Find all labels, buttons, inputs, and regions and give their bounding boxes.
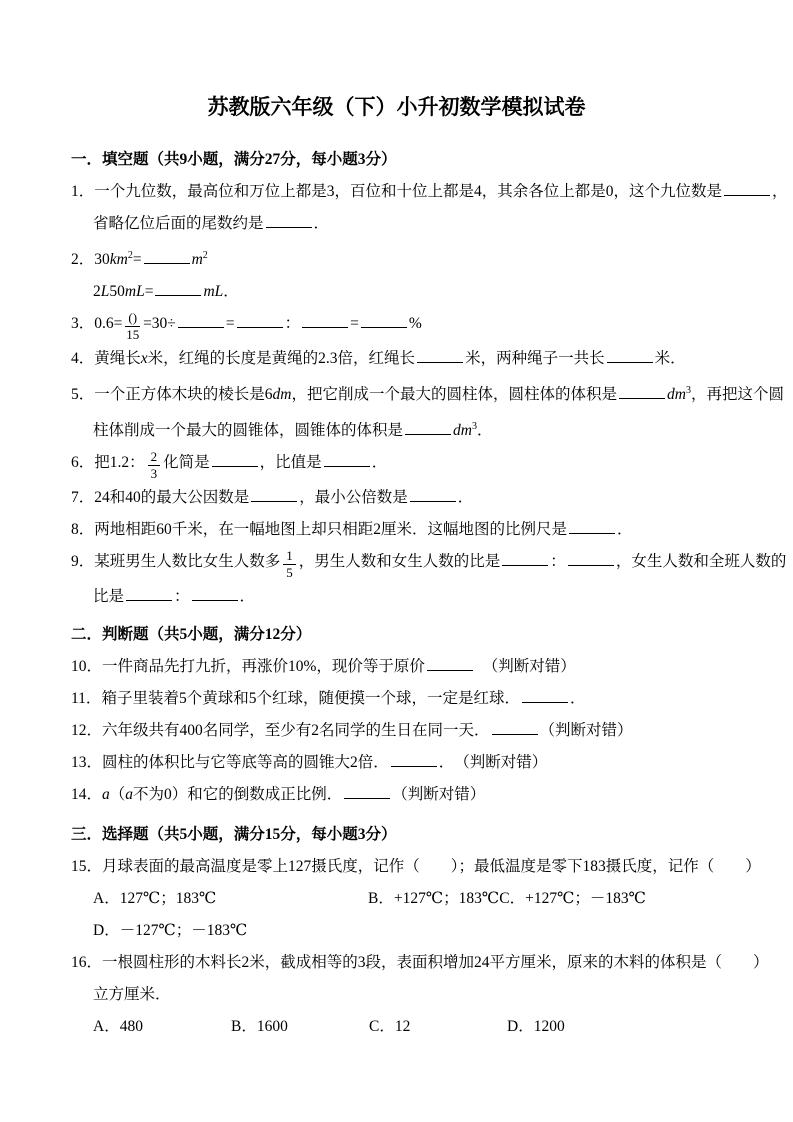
question-text: ：	[284, 315, 301, 333]
question-1-line-2	[71, 208, 793, 240]
question-text: ．	[476, 422, 493, 440]
question-text: ，	[772, 183, 788, 200]
question-text: =	[350, 315, 359, 333]
question-text: 50	[109, 283, 125, 301]
question-11-line-1	[71, 683, 793, 715]
question-text: ． （判断对错）	[438, 754, 548, 772]
question-text: ．	[457, 489, 474, 507]
question-12-line-1	[71, 715, 793, 747]
option-D: D．－127℃；－183℃	[93, 922, 248, 940]
question-10	[71, 651, 793, 683]
question-text: ．	[617, 521, 633, 539]
question-text: 箱子里装着5个黄球和5个红球，随便摸一个球，一定是红球．	[101, 690, 520, 708]
question-1	[71, 176, 793, 240]
answer-blank	[324, 451, 370, 467]
question-text: =	[144, 283, 154, 301]
math-variable: mL	[203, 283, 224, 301]
answer-blank	[344, 783, 390, 799]
question-text: 化简是	[163, 454, 210, 472]
question-2-line-2	[71, 276, 793, 308]
question-text: ．	[313, 215, 330, 232]
question-3-line-1	[71, 308, 793, 343]
section-heading-multiple-choice: 三．选择题（共5小题，满分15分，每小题3分）	[71, 826, 397, 844]
section-heading-fill-in-blanks: 一．填空题（共9小题，满分27分，每小题3分）	[71, 151, 397, 168]
question-text: （	[109, 786, 126, 804]
math-variable: dm	[272, 386, 292, 404]
question-number: 3．	[71, 315, 95, 333]
question-text: ，最小公倍数是	[299, 489, 408, 507]
question-9-line-2	[71, 581, 793, 613]
option-C: C．+127℃；－183℃	[499, 890, 647, 908]
question-text: 两地相距60千米，在一幅地图上却只相距2厘米．这幅地图的比例尺是	[94, 521, 568, 539]
question-7-line-1	[71, 482, 793, 514]
question-number: 2．	[71, 251, 95, 269]
math-variable: dm	[667, 386, 686, 404]
question-2	[71, 240, 793, 308]
question-text: 柱体削成一个最大的圆锥体，圆锥体的体积是	[93, 422, 404, 440]
question-4	[71, 343, 793, 375]
fraction	[283, 548, 296, 581]
answer-blank	[251, 486, 297, 502]
answer-blank	[502, 550, 548, 566]
question-number: 7．	[71, 489, 95, 507]
question-5-line-1	[71, 375, 793, 411]
answer-blank	[391, 751, 437, 767]
question-text: ．	[569, 690, 586, 708]
question-9-line-1	[71, 546, 793, 581]
answer-blank	[607, 347, 653, 363]
question-number: 4．	[71, 350, 95, 368]
question-text: 30	[94, 251, 110, 269]
question-text: 不为0）和它的倒数成正比例．	[133, 786, 343, 804]
option-B: B．1600	[231, 1018, 288, 1036]
math-variable: dm	[453, 422, 472, 440]
question-text: ．	[371, 454, 388, 472]
fraction-denominator: 15	[126, 327, 140, 343]
question-text: 米，红绳的长度是黄绳的2.3倍，红绳长	[147, 350, 416, 368]
fraction-numerator: ()	[125, 310, 140, 327]
option-B: B．+127℃；183℃	[368, 890, 500, 908]
question-text: 比是	[93, 588, 125, 606]
math-variable: mL	[124, 283, 145, 301]
question-text: 某班男生人数比女生人数多	[94, 553, 281, 571]
question-text: 黄绳长	[94, 350, 141, 368]
section-heading-true-false: 二．判断题（共5小题，满分12分）	[71, 626, 312, 644]
answer-blank	[492, 719, 538, 735]
question-15-options	[71, 883, 793, 947]
question-10-line-1	[71, 651, 793, 683]
fraction-denominator: 5	[286, 565, 293, 581]
question-text: （判断对错）	[539, 722, 633, 740]
question-12	[71, 715, 793, 747]
question-text: 米．	[654, 350, 686, 368]
question-text: %	[408, 315, 422, 333]
superscript: 3	[685, 385, 691, 397]
question-text: 一件商品先打九折，再涨价10%，现价等于原价	[102, 658, 425, 676]
question-text: 圆柱的体积比与它等底等高的圆锥大2倍．	[102, 754, 389, 772]
question-9	[71, 546, 793, 613]
question-text: 一根圆柱形的木料长2米，截成相等的3段，表面积增加24平方厘米，原来的木料的体积是（ ）	[102, 954, 769, 972]
question-text: 月球表面的最高温度是零上127摄氏度，记作（ ）；最低温度是零下183摄氏度，记作（ ）	[102, 858, 761, 876]
superscript: 2	[202, 250, 208, 261]
fraction-numerator: 1	[283, 548, 296, 565]
question-text: =30÷	[143, 315, 176, 333]
question-text: ：	[174, 588, 190, 606]
exam-body	[0, 143, 793, 1043]
question-text: ，男生人数和女生人数的比是	[298, 553, 501, 571]
math-variable: a	[125, 786, 134, 804]
question-number: 6．	[71, 454, 95, 472]
question-text: ．	[239, 588, 256, 606]
question-text: 一个九位数，最高位和万位上都是3，百位和十位上都是4，其余各位上都是0，这个九位数是	[94, 183, 723, 200]
question-4-line-1	[71, 343, 793, 375]
question-number: 5．	[71, 386, 95, 404]
question-text: 一个正方体木块的棱长是6	[94, 386, 273, 404]
answer-blank	[724, 180, 770, 196]
math-variable: x	[140, 350, 148, 368]
math-variable: L	[100, 283, 110, 301]
exam-title: 苏教版六年级（下）小升初数学模拟试卷	[207, 95, 586, 119]
question-number: 14．	[71, 786, 103, 804]
question-16	[71, 947, 793, 1043]
answer-blank	[212, 451, 258, 467]
question-number: 11．	[71, 690, 102, 708]
question-text: 省略亿位后面的尾数约是	[93, 215, 264, 232]
answer-blank	[302, 312, 348, 328]
question-number: 8．	[71, 521, 95, 539]
fraction	[125, 310, 140, 343]
answer-blank	[361, 312, 407, 328]
answer-blank	[569, 518, 615, 534]
answer-blank	[155, 280, 201, 296]
fraction-denominator: 3	[150, 466, 158, 482]
question-16-options	[71, 1011, 793, 1043]
question-text: 立方厘米．	[93, 986, 171, 1004]
question-text: 0.6=	[94, 315, 123, 333]
answer-blank	[568, 550, 614, 566]
question-text: ．	[223, 283, 239, 301]
question-number: 13．	[71, 754, 103, 772]
question-text: ，比值是	[259, 454, 322, 472]
question-text: =	[132, 251, 142, 269]
question-2-line-1	[71, 240, 793, 276]
answer-blank	[144, 248, 190, 264]
question-text: ，把它削成一个最大的圆柱体，圆柱体的体积是	[291, 386, 617, 404]
question-text: 2	[93, 283, 101, 301]
question-number: 12．	[71, 722, 103, 740]
question-14-line-1	[71, 779, 793, 811]
answer-blank	[192, 585, 238, 601]
question-text: 六年级共有400名同学，至少有2名同学的生日在同一天．	[102, 722, 490, 740]
question-text: 米，两种绳子一共长	[465, 350, 605, 368]
answer-blank	[237, 312, 283, 328]
math-variable: a	[102, 786, 110, 804]
question-6	[71, 447, 793, 482]
question-3	[71, 308, 793, 343]
question-number: 15．	[71, 858, 103, 876]
question-5-line-2	[71, 411, 793, 447]
superscript: 3	[471, 421, 477, 433]
answer-blank	[522, 687, 568, 703]
math-variable: km	[109, 251, 128, 269]
option-C: C．12	[369, 1018, 411, 1036]
option-A: A．127℃；183℃	[93, 890, 217, 908]
question-13-line-1	[71, 747, 793, 779]
question-11	[71, 683, 793, 715]
question-text: ，再把这个圆	[690, 386, 784, 404]
question-6-line-1	[71, 447, 793, 482]
question-8	[71, 514, 793, 546]
option-A: A．480	[93, 1018, 143, 1036]
question-number: 9．	[71, 553, 95, 571]
question-16-line-1	[71, 947, 793, 979]
question-8-line-1	[71, 514, 793, 546]
math-variable: m	[191, 251, 203, 269]
question-16-line-2	[71, 979, 793, 1011]
answer-blank	[126, 585, 172, 601]
fraction	[148, 449, 161, 482]
option-D: D．1200	[507, 1018, 565, 1036]
question-text: =	[225, 315, 235, 333]
question-text: ，女生人数和全班人数的	[615, 553, 787, 571]
fraction-numerator: 2	[148, 449, 161, 466]
question-7	[71, 482, 793, 514]
answer-blank	[427, 655, 473, 671]
question-5	[71, 375, 793, 447]
question-14	[71, 779, 793, 811]
answer-blank	[410, 486, 456, 502]
question-text: ：	[550, 553, 566, 571]
question-13	[71, 747, 793, 779]
answer-blank	[405, 419, 451, 435]
question-text: （判断对错）	[392, 786, 486, 804]
question-number: 16．	[71, 954, 103, 972]
question-number: 10．	[71, 658, 103, 676]
answer-blank	[417, 347, 463, 363]
answer-blank	[619, 383, 665, 399]
question-1-line-1	[71, 176, 793, 208]
question-text: 24和40的最大公因数是	[94, 489, 250, 507]
question-text: 把1.2：	[94, 454, 145, 472]
answer-blank	[178, 312, 224, 328]
question-15	[71, 851, 793, 947]
answer-blank	[266, 212, 312, 228]
question-15-line-1	[71, 851, 793, 883]
question-number: 1．	[71, 183, 95, 200]
question-text: （判断对错）	[474, 658, 576, 676]
superscript: 2	[127, 250, 133, 261]
